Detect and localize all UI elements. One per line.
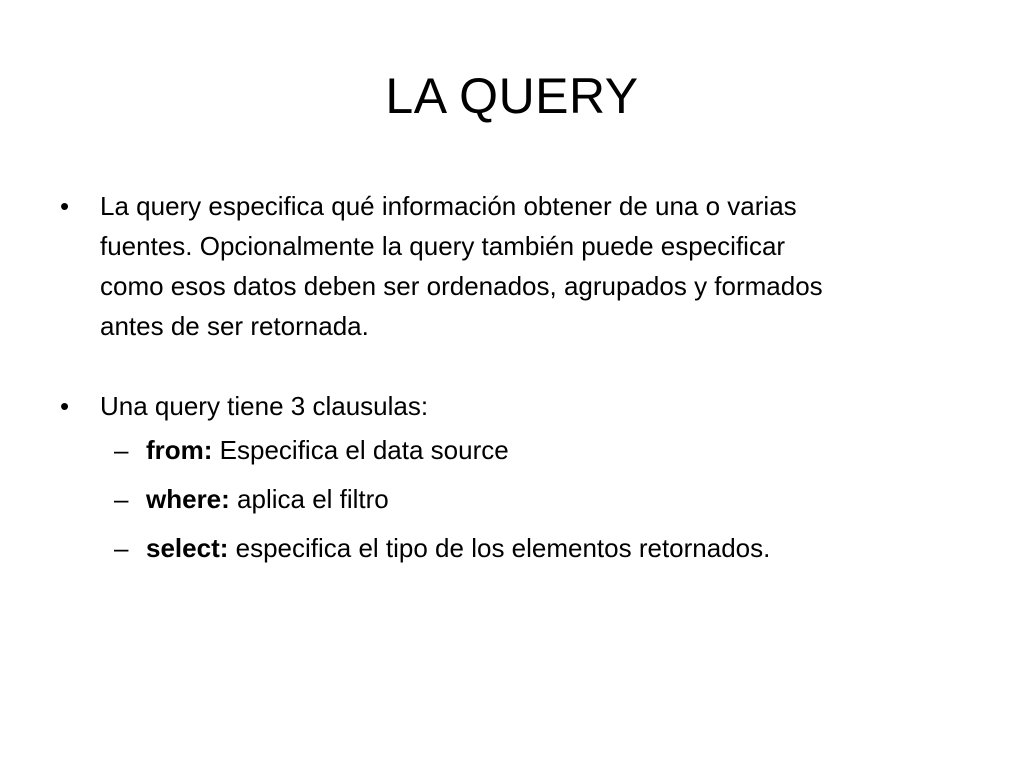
- clause-description: aplica el filtro: [229, 484, 389, 514]
- bullet-text-line: fuentes. Opcionalmente la query también puede especificar: [100, 231, 786, 261]
- bullet-text-line: como esos datos deben ser ordenados, agrupados y formados: [100, 271, 823, 301]
- sub-bullet-marker: –: [114, 533, 129, 563]
- slide-title: LA QUERY: [385, 68, 639, 124]
- spacer: [0, 346, 1024, 386]
- bullet-marker: •: [60, 391, 70, 421]
- clause-keyword: from:: [146, 435, 213, 465]
- bullet-item: [0, 186, 1024, 346]
- slide-body: [0, 186, 1024, 573]
- clause-keyword: select:: [146, 533, 229, 563]
- sub-bullet-item: [0, 426, 1024, 475]
- bullet-item: [0, 386, 1024, 426]
- bullet-text: Una query tiene 3 clausulas:: [100, 391, 429, 421]
- sub-bullet-item: [0, 475, 1024, 524]
- bullet-marker: •: [60, 191, 70, 221]
- sub-bullet-marker: –: [114, 484, 129, 514]
- clause-description: especifica el tipo de los elementos retornados.: [228, 533, 771, 563]
- bullet-text-line: antes de ser retornada.: [100, 311, 369, 341]
- clause-description: Especifica el data source: [212, 435, 509, 465]
- sub-bullet-marker: –: [114, 435, 129, 465]
- clause-keyword: where:: [146, 484, 230, 514]
- sub-bullet-item: [0, 524, 1024, 573]
- bullet-text-line: La query especifica qué información obtener de una o varias: [100, 191, 797, 221]
